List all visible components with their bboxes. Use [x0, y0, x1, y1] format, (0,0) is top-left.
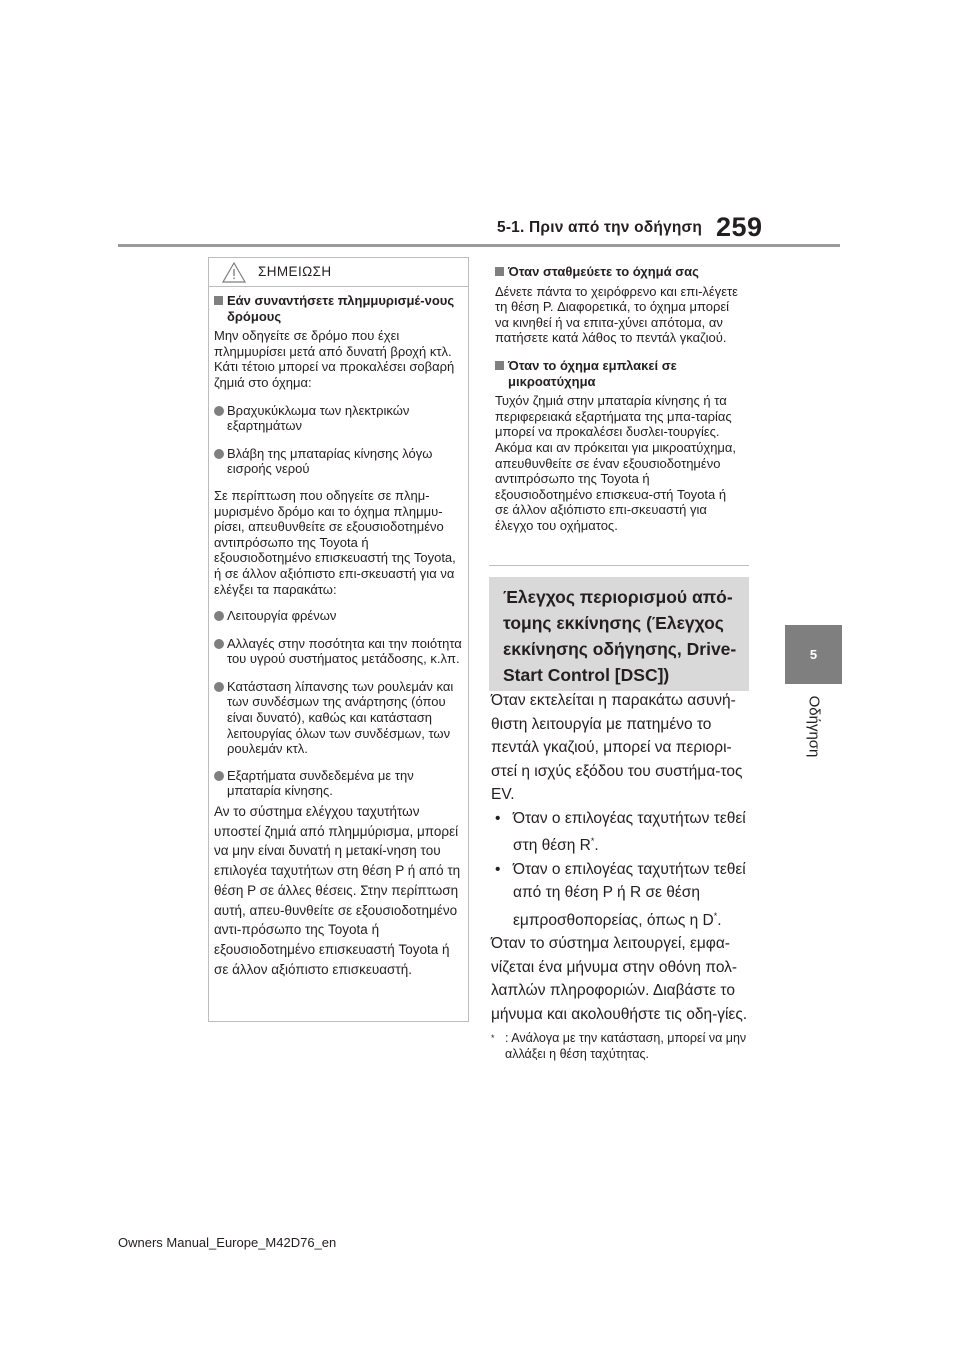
note-header [208, 257, 469, 287]
flood-intro: Μην οδηγείτε σε δρόμο που έχει πλημμυρίσει μετά από δυνατή βροχή κτλ. Κάτι τέτοιο μπορεί να προκαλέσει σοβαρή ζημιά στο όχημα: [214, 328, 455, 390]
round-bullet-icon [214, 771, 224, 781]
flood-followup: Σε περίπτωση που οδηγείτε σε πλημ-μυρισμένο δρόμο και το όχημα πλημμυ-ρίσει, απευθυνθείτε σε εξουσιοδοτημένο αντιπρόσωπο της Toyota ή εξουσιοδοτημένο επισκευαστή της Toyota, ή σε άλλον αξιόπιστο επι-σκευαστή για να ελέγξει τα παρακάτω: [214, 487, 456, 597]
dsc-body [491, 689, 753, 1062]
square-bullet-icon [495, 267, 504, 276]
shift-warning: Αν το σύστημα ελέγχου ταχυτήτων υποστεί ζημιά από πλημμύρισμα, μπορεί να μην είναι δυνατή η μετακί-νηση του επιλογέα ταχυτήτων στη θέση P ή από τη θέση P σε άλλες θέσεις. Στην περίπτωση αυτή, απευ-θυνθείτε σε εξουσιοδοτημένο αντι-πρόσωπο της Toyota ή εξουσιοδοτημένο επισκευαστή Toyota ή σε άλλον αξιόπιστο επισκευαστή. [214, 804, 461, 977]
round-bullet-icon [214, 611, 224, 621]
dsc-intro: Όταν εκτελείται η παρακάτω ασυνή-θιστη λειτουργία με πατημένο το πεντάλ γκαζιού, μπορεί να περιορι-στεί η ισχύς εξόδου του συστήμα-τος EV. [491, 692, 743, 803]
note-content [214, 293, 462, 979]
list-item: Εξαρτήματα συνδεδεμένα με την μπαταρία κίνησης. [214, 768, 462, 799]
collision-text: Τυχόν ζημιά στην μπαταρία κίνησης ή τα περιφερειακά εξαρτήματα της μπα-ταρίας μπορεί να προκαλέσει δυσλει-τουργίες. Ακόμα και αν πρόκειται για μικροατύχημα, απευθυνθείτε σε έναν εξουσιοδοτημένο αντιπρόσωπο της Toyota ή εξουσιοδοτημένο επισκευα-στή Toyota ή σε άλλον αξιόπιστο επι-σκευαστή για έλεγχο του οχήματος. [495, 393, 737, 533]
list-item: Κατάσταση λίπανσης των ρουλεμάν και των συνδέσμων της ανάρτησης (όπου είναι δυνατό), καθώς και κατάσταση λειτουργίας όλων των συνδέσμων, των ρουλεμάν κτλ. [214, 679, 462, 757]
square-bullet-icon [495, 361, 504, 370]
list-item: • Όταν ο επιλογέας ταχυτήτων τεθεί στη θέση R*. [495, 809, 746, 854]
list-item: Λειτουργία φρένων [214, 608, 462, 624]
dsc-title: Έλεγχος περιορισμού από-τομης εκκίνησης (Έλεγχος εκκίνησης οδήγησης, Drive-Start Control [DSC]) [503, 587, 737, 685]
page-number: 259 [716, 212, 763, 242]
square-bullet-icon [214, 296, 223, 305]
section-title: 5-1. Πριν από την οδήγηση [497, 219, 703, 236]
header-divider [118, 244, 840, 247]
round-bullet-icon [214, 682, 224, 692]
footer-text: Owners Manual_Europe_M42D76_en [118, 1235, 337, 1250]
flood-heading: Εάν συναντήσετε πλημμυρισμέ-νους δρόμους [214, 293, 462, 324]
notes-bottom-rule [489, 565, 749, 566]
chapter-tab [785, 625, 842, 684]
chapter-label-text: Οδήγηση [805, 695, 823, 757]
round-bullet-icon [214, 406, 224, 416]
round-bullet-icon [214, 639, 224, 649]
dsc-message-text: Όταν το σύστημα λειτουργεί, εμφα-νίζεται ένα μήνυμα στην οθόνη πολ-λαπλών πληροφοριών. Διαβάστε το μήνυμα και ακολουθήστε τις οδη-γίες. [491, 935, 748, 1023]
warning-triangle-icon [222, 262, 246, 283]
round-bullet-icon [214, 449, 224, 459]
note-title: ΣΗΜΕΙΩΣΗ [258, 264, 332, 279]
list-item: Βραχυκύκλωμα των ηλεκτρικών εξαρτημάτων [214, 403, 462, 434]
chapter-label [779, 691, 849, 761]
chapter-number: 5 [809, 647, 818, 662]
list-item: Αλλαγές στην ποσότητα και την ποιότητα του υγρού συστήματος μετάδοσης, κ.λπ. [214, 636, 462, 667]
parking-text: Δένετε πάντα το χειρόφρενο και επι-λέγετε τη θέση P. Διαφορετικά, το όχημα μπορεί να κινηθεί ή να επιτα-χύνει απότομα, αν πατήσετε κατά λάθος το πεντάλ γκαζιού. [495, 283, 738, 346]
parking-heading: Όταν σταθμεύετε το όχημά σας [495, 264, 743, 280]
list-item: Βλάβη της μπαταρίας κίνησης λόγω εισροής νερού [214, 446, 462, 477]
list-item: • Όταν ο επιλογέας ταχυτήτων τεθεί από τη θέση P ή R σε θέση εμπροσθοπορείας, όπως η D*. [495, 860, 746, 929]
right-notes [495, 264, 743, 534]
footnote: * : Ανάλογα με την κατάσταση, μπορεί να μην αλλάξει η θέση ταχύτητας. [491, 1031, 747, 1061]
collision-heading: Όταν το όχημα εμπλακεί σε μικροατύχημα [495, 358, 743, 389]
